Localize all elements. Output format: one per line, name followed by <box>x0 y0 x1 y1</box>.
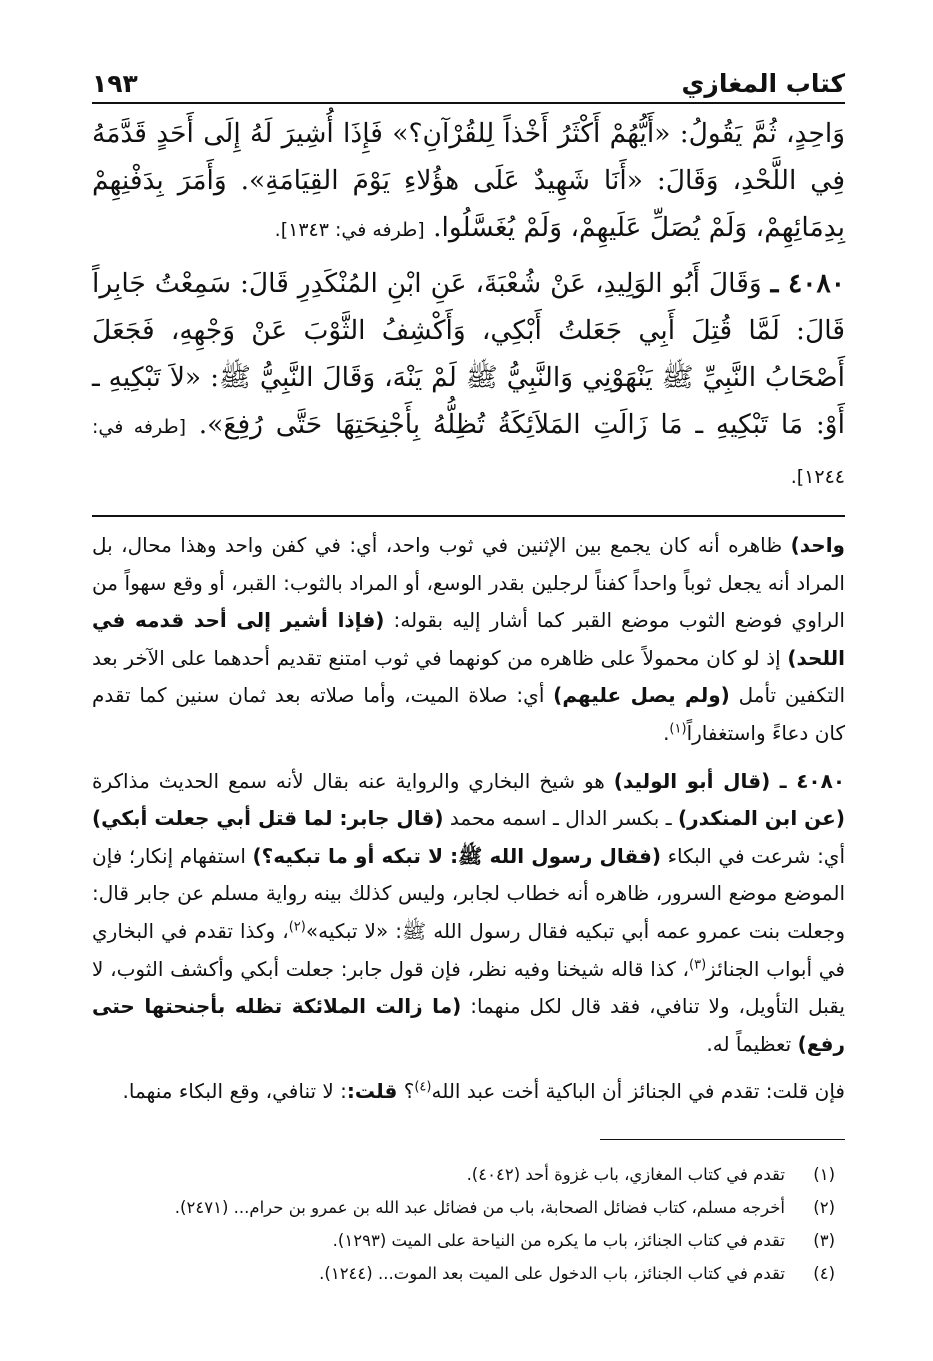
commentary-text: : لا تنافي، وقع البكاء منهما. <box>122 1079 347 1104</box>
footnote-text: أخرجه مسلم، كتاب فضائل الصحابة، باب من فضائل عبد الله بن عمرو بن حرام... (٢٤٧١). <box>174 1197 785 1217</box>
footnote-marker: (٣) <box>689 956 707 972</box>
commentary-text: ، كذا قاله شيخنا وفيه نظر، فإن قول جابر: جعلت أبكي وأكشف الثوب، لا يقبل التأويل، ولا تنافي، فقد قال لكل منهما: <box>92 956 845 1019</box>
hadith-body: وَقَالَ أَبُو الوَلِيدِ، عَنْ شُعْبَةَ، عَنِ ابْنِ المُنْكَدِرِ قَالَ: سَمِعْتُ جَابِراً قَالَ: لَمَّا قُتِلَ أَبِي جَعَلتُ أَبْكِي، وَأَكْشِفُ الثَّوْبَ عَنْ وَجْهِهِ، فَجَعَلَ أَصْحَابُ النَّبِيِّ ﷺ يَنْهَوْنِي وَالنَّبِيُّ ﷺ لَمْ يَنْهَ، وَقَالَ النَّبِيُّ ﷺ: «لاَ تَبْكِيهِ ـ أَوْ: مَا تَبْكِيهِ ـ مَا زَالَتِ المَلاَئِكَةُ تُظِلُّهُ بِأَجْنِحَتِهَا حَتَّى رُفِعَ». <box>92 268 845 440</box>
footnotes <box>92 1158 845 1290</box>
cross-reference: [طرفه في: ١٢٤٤]. <box>92 416 845 488</box>
footnote-item <box>92 1158 845 1191</box>
lemma: (فإذا أشير إلى أحد قدمه في اللحد) <box>92 608 845 670</box>
footnote-marker: (١) <box>669 721 687 737</box>
footnote-number: (٣) <box>813 1230 835 1250</box>
footnote-number: (٤) <box>813 1263 835 1283</box>
page-number: ١٩٣ <box>92 69 138 98</box>
hadith-number: ٤٠٨٠ ـ <box>770 268 845 299</box>
lemma: (ما زالت الملائكة تظله بأجنحتها حتى رفع) <box>92 994 845 1056</box>
cross-reference: [طرفه في: ١٣٤٣]. <box>274 219 425 241</box>
commentary-text: ، وكذا تقدم في البخاري في أبواب الجنائز <box>92 918 845 981</box>
footnote-number: (٢) <box>813 1197 835 1217</box>
commentary-text: ؟ <box>397 1079 415 1104</box>
lemma: (فقال رسول الله ﷺ: لا تبكه أو ما تبكيه؟) <box>252 843 662 868</box>
footnote-item <box>92 1224 845 1257</box>
commentary-paragraph <box>92 527 845 753</box>
commentary-text: . <box>663 720 670 745</box>
hadith-text <box>92 110 845 501</box>
commentary-text: أي: شرعت في البكاء <box>661 843 846 868</box>
commentary <box>92 527 845 1111</box>
commentary-text: أي: صلاة الميت، وأما صلاته بعد ثمان سنين كما تقدم كان دعاءً واستغفاراً <box>92 683 845 745</box>
hadith-paragraph <box>92 260 845 501</box>
commentary-text: فإن قلت: تقدم في الجنائز أن الباكية أخت عبد الله <box>431 1079 845 1104</box>
lemma: (قال أبو الوليد) <box>613 768 771 793</box>
lemma: واحد) <box>790 533 845 557</box>
commentary-text: هو شيخ البخاري والرواية عنه بقال لأنه سمع الحديث مذاكرة <box>92 768 614 793</box>
lemma: (قال جابر: لما قتل أبي جعلت أبكي) <box>92 806 444 831</box>
hadith-body: وَاحِدٍ، ثُمَّ يَقُولُ: «أَيُّهُمْ أَكْثَرُ أَخْذاً لِلقُرْآنِ؟» فَإِذَا أُشِيرَ لَهُ إِلَى أَحَدٍ قَدَّمَهُ فِي اللَّحْدِ، وَقَالَ: «أَنَا شَهِيدٌ عَلَى هؤُلاءِ يَوْمَ القِيَامَةِ». وَأَمَرَ بِدَفْنِهِمْ بِدِمَائِهِمْ، وَلَمْ يُصَلِّ عَلَيهِمْ، وَلَمْ يُغَسَّلُوا. <box>92 118 845 243</box>
commentary-text: ظاهره أنه كان يجمع بين الإثنين في ثوب واحد، أي: في كفن واحد وهذا محال، بل المراد أنه يجعل ثوباً واحداً كفناً لرجلين بقدر الوسع، أو المراد بالثوب: القبر، أو وقع سهواً من الراوي فوضع الثوب موضع القبر كما أشار إليه بقوله: <box>92 533 845 633</box>
footnote-item <box>92 1191 845 1224</box>
footnote-marker: (٤) <box>414 1079 432 1095</box>
footnote-marker: (٢) <box>288 919 306 935</box>
footnote-text: تقدم في كتاب الجنائز، باب ما يكره من النياحة على الميت (١٢٩٣). <box>332 1230 785 1250</box>
running-header <box>92 50 845 104</box>
commentary-paragraph <box>92 763 845 1064</box>
lemma: (ولم يصل عليهم) <box>553 683 730 708</box>
commentary-paragraph <box>92 1073 845 1111</box>
hadith-number: ٤٠٨٠ ـ <box>770 768 846 793</box>
lemma: (عن ابن المنكدر) <box>678 806 845 831</box>
footnote-item <box>92 1257 845 1290</box>
footnote-rule <box>600 1139 845 1140</box>
hadith-paragraph <box>92 110 845 254</box>
footnote-number: (١) <box>813 1164 835 1184</box>
commentary-text: استفهام إنكار؛ فإن الموضع موضع السرور، ظاهره أنه خطاب لجابر، وليس كذلك بينه رواية مسلم عن جابر قال: وجعلت بنت عمرو عمه أبي تبكيه فقال رسول الله ﷺ: «لا تبكيه» <box>92 843 846 943</box>
commentary-text: ـ بكسر الدال ـ اسمه محمد <box>443 806 679 831</box>
footnote-text: تقدم في كتاب الجنائز، باب الدخول على الميت بعد الموت... (١٢٤٤). <box>319 1263 785 1283</box>
section-divider <box>92 515 845 517</box>
book-title: كتاب المغازي <box>681 69 845 98</box>
commentary-text: تعظيماً له. <box>706 1031 798 1056</box>
commentary-text: إذ لو كان محمولاً على ظاهره من كونهما في ثوب امتنع تقديم أحدهما على الآخر بعد التكفين تأمل <box>92 645 846 708</box>
footnote-text: تقدم في كتاب المغازي، باب غزوة أحد (٤٠٤٢). <box>466 1164 785 1184</box>
lemma: قلت: <box>346 1079 398 1104</box>
